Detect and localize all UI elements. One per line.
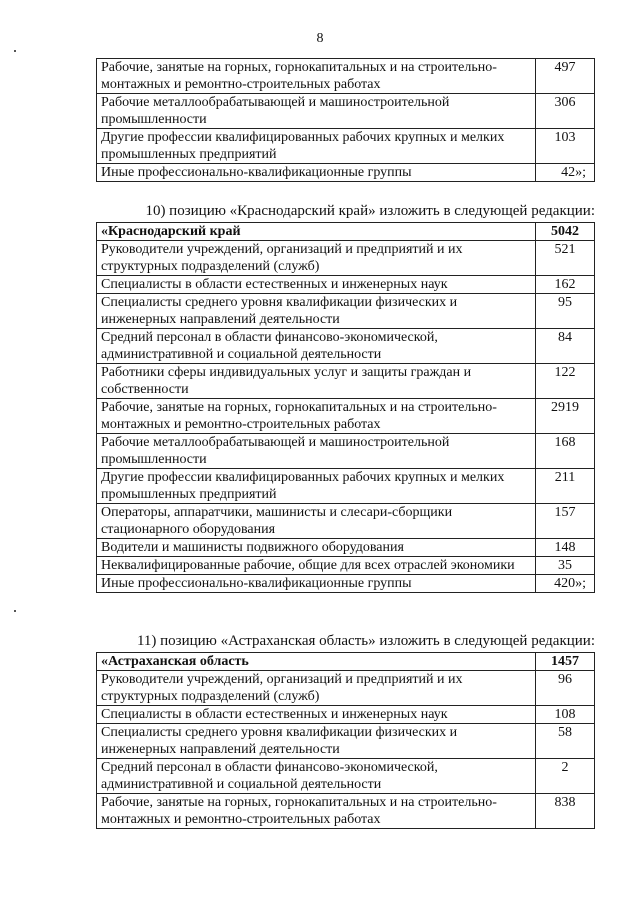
table-row — [97, 164, 595, 182]
section-10-intro: 10) позицию «Краснодарский край» изложить в следующей редакции: — [145, 203, 595, 219]
table-row — [97, 364, 595, 399]
occupation-count: 162 — [536, 276, 595, 294]
occupation-count: 497 — [536, 59, 595, 94]
occupation-label: Руководители учреждений, организаций и предприятий и их структурных подразделений (служб) — [97, 671, 536, 706]
margin-mark — [14, 610, 16, 612]
table-row — [97, 434, 595, 469]
region-name: «Краснодарский край — [97, 223, 536, 241]
table-row — [97, 276, 595, 294]
table-previous-region-tail — [96, 58, 595, 182]
table-row — [97, 59, 595, 94]
occupation-count: 157 — [536, 504, 595, 539]
occupation-count: 211 — [536, 469, 595, 504]
table-krasnodar — [96, 222, 595, 593]
table-row — [97, 504, 595, 539]
occupation-count: 108 — [536, 706, 595, 724]
occupation-count: 95 — [536, 294, 595, 329]
table-row — [97, 759, 595, 794]
section-11-intro: 11) позицию «Астраханская область» изложить в следующей редакции: — [136, 633, 595, 649]
occupation-count: 103 — [536, 129, 595, 164]
occupation-label: Рабочие металлообрабатывающей и машиностроительной промышленности — [97, 94, 536, 129]
occupation-count: 122 — [536, 364, 595, 399]
region-total: 5042 — [536, 223, 595, 241]
occupation-label: Руководители учреждений, организаций и предприятий и их структурных подразделений (служб) — [97, 241, 536, 276]
occupation-count: 521 — [536, 241, 595, 276]
page-number: 8 — [316, 31, 324, 46]
table-row — [97, 294, 595, 329]
table-row — [97, 794, 595, 829]
table-astrakhan — [96, 652, 595, 829]
occupation-label: Средний персонал в области финансово-экономической, административной и социальной деятельности — [97, 759, 536, 794]
table-row — [97, 724, 595, 759]
occupation-count: 838 — [536, 794, 595, 829]
occupation-label: Средний персонал в области финансово-экономической, административной и социальной деятельности — [97, 329, 536, 364]
occupation-label: Рабочие металлообрабатывающей и машиностроительной промышленности — [97, 434, 536, 469]
occupation-label: Специалисты среднего уровня квалификации физических и инженерных направлений деятельности — [97, 294, 536, 329]
occupation-label: Специалисты в области естественных и инженерных наук — [97, 706, 536, 724]
occupation-label: Операторы, аппаратчики, машинисты и слесари-сборщики стационарного оборудования — [97, 504, 536, 539]
table-row — [97, 469, 595, 504]
occupation-label: Неквалифицированные рабочие, общие для всех отраслей экономики — [97, 557, 536, 575]
occupation-label: Другие профессии квалифицированных рабочих крупных и мелких промышленных предприятий — [97, 129, 536, 164]
occupation-count: 148 — [536, 539, 595, 557]
table-row — [97, 671, 595, 706]
occupation-label: Иные профессионально-квалификационные группы — [97, 575, 536, 593]
table-row — [97, 241, 595, 276]
occupation-count: 420»; — [536, 575, 595, 593]
occupation-count: 306 — [536, 94, 595, 129]
table-row — [97, 539, 595, 557]
occupation-count: 168 — [536, 434, 595, 469]
occupation-label: Специалисты среднего уровня квалификации физических и инженерных направлений деятельности — [97, 724, 536, 759]
region-name: «Астраханская область — [97, 653, 536, 671]
occupation-label: Водители и машинисты подвижного оборудования — [97, 539, 536, 557]
occupation-count: 2 — [536, 759, 595, 794]
occupation-label: Рабочие, занятые на горных, горнокапитальных и на строительно-монтажных и ремонтно-строительных работах — [97, 794, 536, 829]
occupation-count: 35 — [536, 557, 595, 575]
occupation-label: Работники сферы индивидуальных услуг и защиты граждан и собственности — [97, 364, 536, 399]
margin-mark — [14, 50, 16, 52]
occupation-label: Другие профессии квалифицированных рабочих крупных и мелких промышленных предприятий — [97, 469, 536, 504]
occupation-label: Специалисты в области естественных и инженерных наук — [97, 276, 536, 294]
table-row — [97, 94, 595, 129]
occupation-count: 84 — [536, 329, 595, 364]
occupation-label: Рабочие, занятые на горных, горнокапитальных и на строительно-монтажных и ремонтно-строительных работах — [97, 399, 536, 434]
table-row — [97, 575, 595, 593]
table-row — [97, 129, 595, 164]
occupation-count: 2919 — [536, 399, 595, 434]
table-header-row — [97, 223, 595, 241]
table-row — [97, 557, 595, 575]
table-row — [97, 329, 595, 364]
occupation-label: Рабочие, занятые на горных, горнокапитальных и на строительно-монтажных и ремонтно-строительных работах — [97, 59, 536, 94]
occupation-count: 58 — [536, 724, 595, 759]
table-row — [97, 399, 595, 434]
occupation-label: Иные профессионально-квалификационные группы — [97, 164, 536, 182]
occupation-count: 42»; — [536, 164, 595, 182]
table-row — [97, 706, 595, 724]
region-total: 1457 — [536, 653, 595, 671]
table-header-row — [97, 653, 595, 671]
occupation-count: 96 — [536, 671, 595, 706]
